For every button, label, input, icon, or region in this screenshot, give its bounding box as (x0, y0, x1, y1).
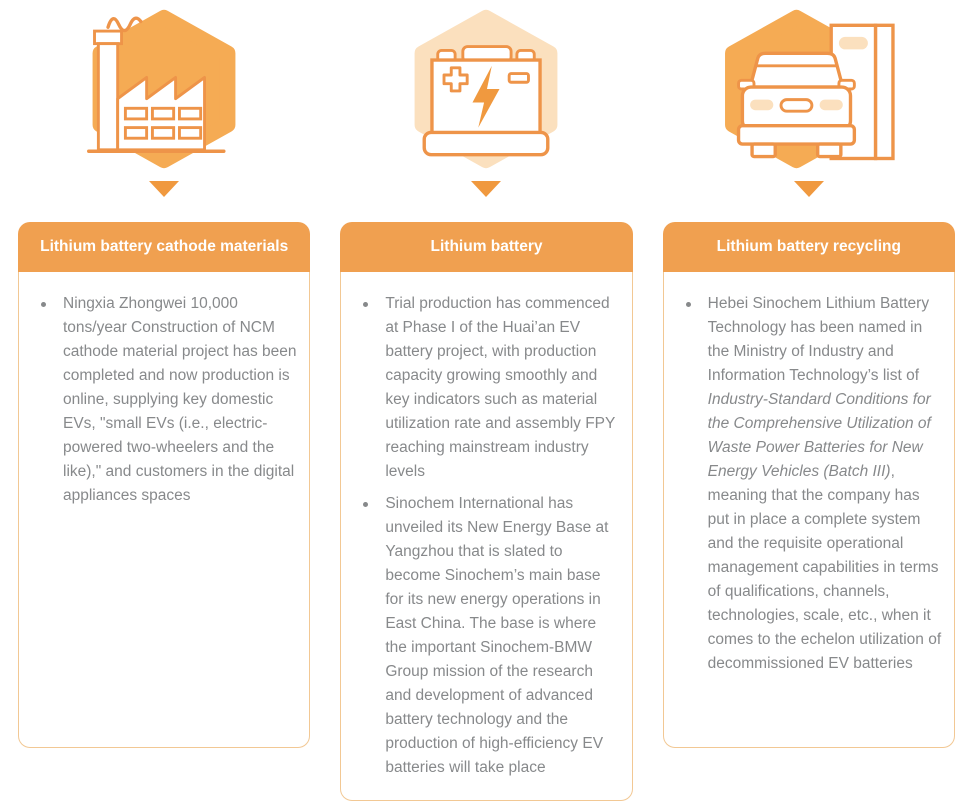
bullet-text-italic-title: Industry-Standard Conditions for the Comprehensive Utilization of Waste Power Batteries for New Energy Vehicles (Batch III) (707, 391, 931, 480)
card-body (340, 272, 632, 801)
card-lithium-battery (340, 222, 632, 801)
down-arrow-icon (471, 181, 501, 197)
bullet-dot (363, 502, 368, 507)
card-title: Lithium battery (340, 222, 632, 272)
bullet-list (361, 292, 621, 780)
column-cathode-materials (18, 0, 310, 748)
bullet-item (684, 292, 944, 676)
car-charging-station-icon (714, 0, 904, 172)
bullet-text: Sinochem International has unveiled its New Energy Base at Yangzhou that is slated to become Sinochem’s main base for its new energy operations in East China. The base is where the important Sinochem-BMW Group mission of the research and development of advanced battery technology and the production of high-efficiency EV batteries will take place (385, 495, 609, 776)
down-arrow-icon (149, 181, 179, 197)
factory-icon (84, 0, 244, 172)
bullet-item (39, 292, 299, 508)
card-battery-recycling (663, 222, 955, 748)
card-body (663, 272, 955, 748)
bullet-item (361, 492, 621, 780)
column-battery-recycling (663, 0, 955, 748)
card-cathode-materials (18, 222, 310, 748)
bullet-text: Ningxia Zhongwei 10,000 tons/year Construction of NCM cathode material project has been completed and now production is online, supplying key domestic EVs, "small EVs (i.e., electric-powered two-wheelers and the like)," and customers in the digital appliances spaces (63, 295, 297, 504)
bullet-item (361, 292, 621, 484)
card-title: Lithium battery recycling (663, 222, 955, 272)
column-lithium-battery (340, 0, 632, 776)
battery-icon (406, 0, 566, 172)
bullet-text: Trial production has commenced at Phase I of the Huai’an EV battery project, with production capacity growing smoothly and key indicators such as material utilization rate and assembly FPY reaching mainstream industry levels (385, 295, 616, 480)
bullet-text-post: , meaning that the company has put in place a complete system and the requisite operational management capabilities in terms of qualifications, channels, technologies, scale, etc., when it comes to the echelon utilization of decommissioned EV batteries (707, 463, 942, 672)
card-title: Lithium battery cathode materials (18, 222, 310, 272)
card-body (18, 272, 310, 748)
bullet-list (684, 292, 944, 676)
bullet-dot (363, 302, 368, 307)
bullet-text (708, 292, 944, 676)
bullet-dot (686, 302, 691, 307)
down-arrow-icon (794, 181, 824, 197)
bullet-list (39, 292, 299, 508)
bullet-text-pre: Hebei Sinochem Lithium Battery Technology has been named in the Ministry of Industry and Information Technology’s list of (707, 295, 930, 384)
bullet-dot (41, 302, 46, 307)
